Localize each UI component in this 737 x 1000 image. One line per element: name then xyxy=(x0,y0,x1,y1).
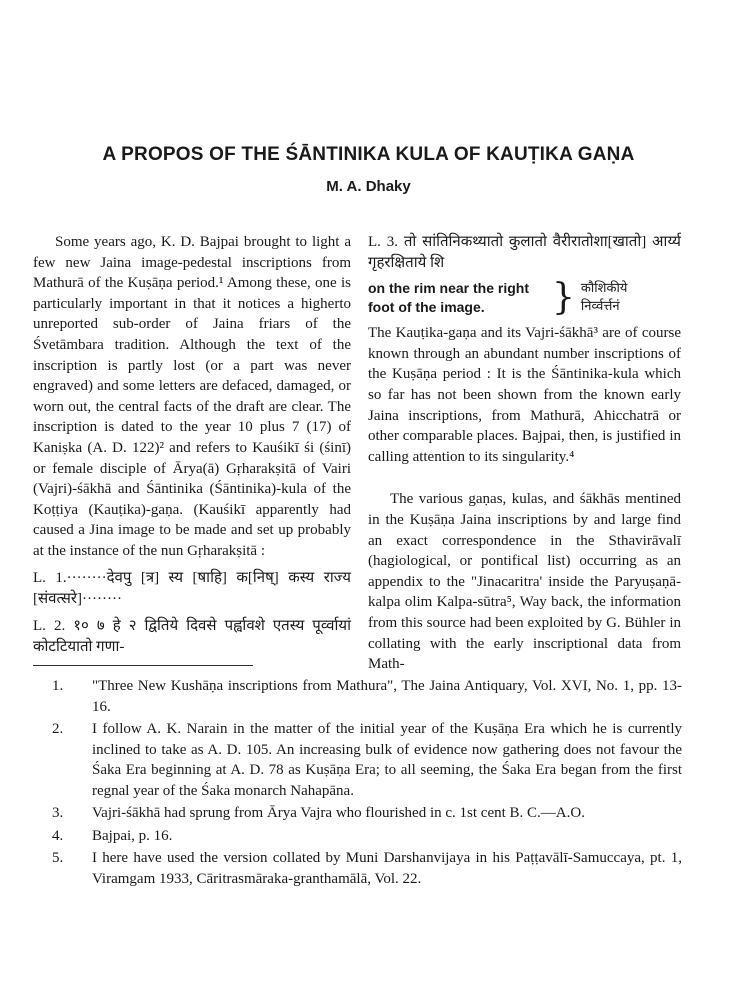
footnote-number: 1. xyxy=(52,678,64,694)
footnote-text: Vajri-śākhā had sprung from Ārya Vajra who flourished in c. 1st cent B. C.—A.O. xyxy=(92,805,585,821)
right-column xyxy=(368,232,681,675)
footnote-item xyxy=(52,676,682,717)
footnote-number: 5. xyxy=(52,850,64,866)
footnote-number: 4. xyxy=(52,827,64,844)
inscription-line-1: L. 1.········देवपु [त्र] स्य [षाहि] क[निष्] कस्य राज्य [संवत्सरे]········ xyxy=(33,569,351,607)
footnote-item xyxy=(52,826,682,847)
rim-inscription-line-2: निर्व्वर्त्तनं xyxy=(580,299,620,315)
body-paragraph-2: The Kauṭika-gaṇa and its Vajri-śākhā³ are of course known through an abundant number inscriptions of the Kuṣāṇa period : It is the Śāntinika-kula which so far has not been shown from the known early Jaina inscriptions, from Mathurā, Ahicchatrā or other comparable places. Bajpai, then, is justified in calling attention to its singularity.⁴ xyxy=(368,325,681,465)
curly-brace-icon: } xyxy=(552,277,575,319)
inscription-line-3: L. 3. तो सांतिनिकथ्यातो कुलातो वैरीरातोशा[खातो] आर्य्य गृहरक्षिताये शि xyxy=(368,234,681,271)
footnote-item xyxy=(52,848,682,889)
body-paragraph-1: Some years ago, K. D. Bajpai brought to light a few new Jaina image-pedestal inscriptions from Mathurā of the Kuṣāṇa period.¹ Among these, one is particularly important in that it notices a higherto unreported sub-order of Jaina friars of the Śvetāmbara tradition. Although the text of the inscription is partly lost (or a part was never engraved) and some letters are defaced, damaged, or worn out, the central facts of the draft are clear. The inscription is dated to the year 10 plus 7 (17) of Kaniṣka (A. D. 122)² and refers to Kauśikī śi (śinī) or female disciple of Ārya(ā) Gṛharakṣitā of Vairi (Vajri)-śākhā and Śāntinika (Śāntinika)-kula of the Koṭṭiya (Kauṭika)-gaṇa. (Kauśikī apparently had caused a Jina image to be made and set up probably at the instance of the nun Gṛharakṣitā : xyxy=(33,234,351,559)
footnote-number: 3. xyxy=(52,805,64,821)
footnote-text: I here have used the version collated by Muni Darshanvijaya in his Paṭṭavālī-Samuccaya, pt. 1, Viramgam 1933, Cāritrasmāraka-granthamālā, Vol. 22. xyxy=(92,850,682,887)
footnotes xyxy=(52,676,682,891)
inscription-line-2: L. 2. १० ७ हे २ द्वितिये दिवसे पर्ह्वावशे एतस्य पूर्व्वायां कोटटियातो गणा- xyxy=(33,617,351,655)
footnote-item xyxy=(52,803,682,824)
body-paragraph-3: The various gaṇas, kulas, and śākhās mentined in the Kuṣāṇa Jaina inscriptions by and large find an exact correspondence in the Sthavirāvalī (hagiological, or pontifical list) occurring as an appendix to the "Jinacaritra' inside the Paryuṣaṇā-kalpa olim Kalpa-sūtra⁵, Way back, the information from this source had been exploited by G. Bühler in collating with the early inscriptional data from Math- xyxy=(368,491,681,673)
article-title: A PROPOS OF THE ŚĀNTINIKA KULA OF KAUṬIKA GAṆA xyxy=(102,144,635,165)
footnote-number: 2. xyxy=(52,721,64,737)
rim-inscription-line-1: कौशिकीये xyxy=(580,281,628,297)
left-column xyxy=(33,232,351,658)
rim-inscription-text xyxy=(581,280,627,316)
footnote-text: "Three New Kushāṇa inscriptions from Mathura", The Jaina Antiquary, Vol. XVI, No. 1, pp. 13-16. xyxy=(92,678,682,715)
footnote-item xyxy=(52,719,682,801)
footnote-text: Bajpai, p. 16. xyxy=(92,827,173,844)
rim-description: on the rim near the right foot of the image. xyxy=(368,280,530,316)
rim-inscription-block xyxy=(368,279,681,317)
author-name: M. A. Dhaky xyxy=(326,178,411,195)
footnote-text: I follow A. K. Narain in the matter of the initial year of the Kuṣāṇa Era which he is currently inclined to take as A. D. 105. An increasing bulk of evidence now gathering does not favour the Śaka Era beginning at A. D. 78 as Kuṣāṇa Era; to all seeming, the Śaka Era began from the first regnal year of the Śaka monarch Nahapāna. xyxy=(92,721,682,799)
footnote-divider xyxy=(33,665,253,666)
